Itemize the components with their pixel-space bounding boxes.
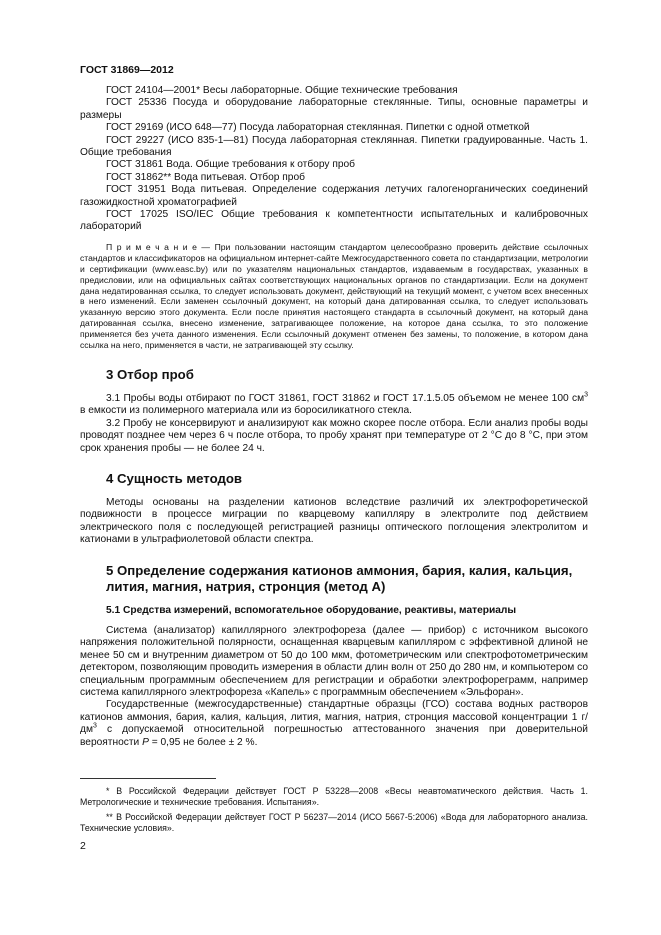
- section-4-heading: 4 Сущность методов: [106, 470, 243, 486]
- section-3-2-paragraph: 3.2 Пробу не консервируют и анализируют как можно скорее после отбора. Если анализ пробы воды проводят позднее чем через 6 ч после отбора, то пробу хранят при температуре от 2 °С до 8 °С, при этом срок хранения пробы — не более 24 ч.: [80, 417, 588, 454]
- reference-item: ГОСТ 31862** Вода питьевая. Отбор проб: [106, 171, 305, 183]
- section-5-1-heading: 5.1 Средства измерений, вспомогательное оборудование, реактивы, материалы: [106, 604, 517, 616]
- note-label: П р и м е ч а н и е: [106, 241, 197, 252]
- document-code-header: ГОСТ 31869—2012: [80, 64, 174, 76]
- normative-references-list: [80, 85, 588, 234]
- reference-item: ГОСТ 31861 Вода. Общие требования к отбору проб: [106, 159, 355, 171]
- reference-item: ГОСТ 31951 Вода питьевая. Определение содержания летучих галогенорганических соединений газожидкостной хроматографией: [80, 184, 588, 208]
- section-5-1-paragraph-2: Государственные (межгосударственные) стандартные образцы (ГСО) состава водных растворов катионов аммония, бария, калия, кальция, лития, магния, натрия, стронция массовой концентрации 1 $г/дм^3$ с допускаемой относительной погрешностью аттестованного значения при доверительной вероятности Р = 0,95 не более ± 2 %.: [80, 699, 588, 748]
- reference-item: ГОСТ 29169 (ИСО 648—77) Посуда лабораторная стеклянная. Пипетки с одной отметкой: [106, 122, 530, 134]
- page-number: 2: [80, 840, 86, 852]
- reference-item: ГОСТ 24104—2001* Весы лабораторные. Общие технические требования: [106, 85, 458, 96]
- note-text: — При пользовании настоящим стандартом целесообразно проверить действие ссылочных стандартов и классификаторов на официальном интернет-сайте Межгосударственного совета по стандартизации, метрологии и сертификации (www.easc.by) или по указателям национальных стандартов, издаваемым в государствах, указанных в предисловии, или на официальных сайтах соответствующих национальных органов по стандартизации. Если на документ дана недатированная ссылка, то следует использовать документ, действующий на текущий момент, с учетом всех внесенных в него изменений. Если заменен ссылочный документ, на который дана датированная ссылка, то следует использовать указанную версию этого документа. Если после принятия настоящего стандарта в ссылочный документ, на который дана датированная ссылка, внесено изменение, затрагивающее положение, на которое дана ссылка, то это положение применяется без учета данного изменения. Если ссылочный документ отменен без замены, то положение, в котором дана ссылка на него, применяется в части, не затрагивающей эту ссылку.: [80, 241, 589, 351]
- footnote-separator: [80, 778, 216, 779]
- main-content: [80, 85, 588, 749]
- reference-item: ГОСТ 29227 (ИСО 835-1—81) Посуда лабораторная стеклянная. Пипетки градуированные. Часть 1. Общие требования: [80, 134, 588, 159]
- section-3-heading: 3 Отбор проб: [106, 366, 194, 382]
- note-paragraph: [80, 242, 588, 351]
- reference-item: ГОСТ 25336 Посуда и оборудование лабораторные стеклянные. Типы, основные параметры и размеры: [80, 97, 588, 121]
- section-5-heading: 5 Определение содержания катионов аммония, бария, калия, кальция, лития, магния, натрия, стронция (метод А): [106, 562, 573, 594]
- section-5-1-paragraph-1: Система (анализатор) капиллярного электрофореза (далее — прибор) с источником высокого напряжения положительной полярности, оснащенная кварцевым капилляром с эффективной длиной не менее 50 см и внутренним диаметром от 50 до 100 мкм, фотометрическим или спектрофотометрическим детектором, позволяющим проводить измерения в области длин волн от 250 до 280 нм, и компьютером со специальным программным обеспечением для регистрации и обработки электрофореграмм, например система капиллярного электрофореза «Капель» с программным обеспечением «Эльфоран».: [80, 625, 588, 699]
- section-4-paragraph: Методы основаны на разделении катионов вследствие различий их электрофоретической подвижности в процессе миграции по кварцевому капилляру в электролите под действием электрического поля с последующей регистрацией разницы оптического поглощения электролитом и катионами в ультрафиолетовой области спектра.: [80, 496, 588, 546]
- footnote-item: * В Российской Федерации действует ГОСТ Р 53228—2008 «Весы неавтоматического действия. Часть 1. Метрологические и технические требования. Испытания».: [80, 786, 588, 807]
- reference-item: ГОСТ 17025 ISO/IEC Общие требования к компетентности испытательных и калибровочных лабораторий: [80, 209, 588, 233]
- section-3-1-paragraph: 3.1 Пробы воды отбирают по ГОСТ 31861, ГОСТ 31862 и ГОСТ 17.1.5.05 объемом не менее 100 $см^3$ в емкости из полимерного материала или из боросиликатного стекла.: [80, 391, 588, 417]
- footnotes: [80, 786, 588, 838]
- footnote-item: ** В Российской Федерации действует ГОСТ Р 56237—2014 (ИСО 5667-5:2006) «Вода для лабораторного анализа. Технические условия».: [80, 812, 588, 833]
